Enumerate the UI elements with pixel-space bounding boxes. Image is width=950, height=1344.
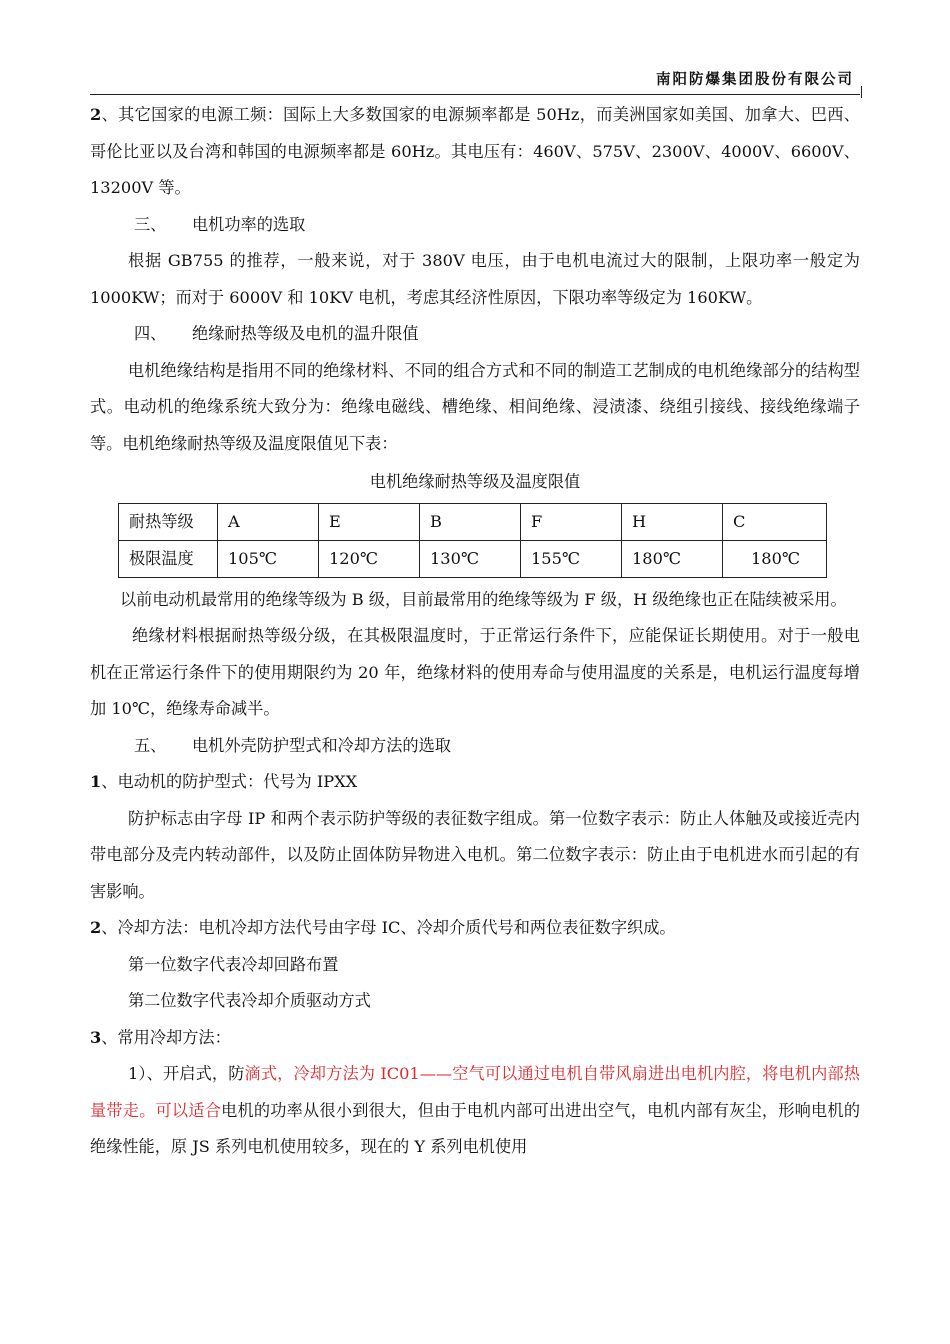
table-caption: 电机绝缘耐热等级及温度限值: [369, 472, 581, 491]
item-common-cooling: [90, 1020, 860, 1057]
table-cell: F: [521, 503, 622, 540]
table-row: [119, 540, 827, 577]
paragraph-open-type: [90, 1056, 860, 1166]
item-number: 1: [90, 772, 102, 791]
section-number: 三、: [134, 214, 167, 234]
section-number: 四、: [134, 324, 167, 343]
table-row: [119, 503, 827, 540]
section-number: 五、: [134, 735, 167, 755]
highlighted-text: 滴式，冷却方法为 IC01——空气可以通过电机自带风扇进出电机内腔，将电机内部热量带走。可以适合: [90, 1064, 860, 1120]
table-cell: 120℃: [319, 540, 420, 577]
table-cell: B: [420, 503, 521, 540]
paragraph-insulation-structure: 电机绝缘结构是指用不同的绝缘材料、不同的组合方式和不同的制造工艺制成的电机绝缘部分的结构型式。电动机的绝缘系统大致分为：绝缘电磁线、槽绝缘、相间绝缘、浸渍漆、绕组引接线、接线绝缘端子等。电机绝缘耐热等级及温度限值见下表：: [90, 360, 860, 453]
paragraph-insulation-life: 绝缘材料根据耐热等级分级，在其极限温度时，于正常运行条件下，应能保证长期使用。对于一般电机在正常运行条件下的使用期限约为 20 年，绝缘材料的使用寿命与使用温度的关系是，电机运行温度每增加 10℃，绝缘寿命减半。: [90, 626, 860, 718]
item-number: 3: [90, 1027, 102, 1047]
paragraph-text: 1）、开启式，防: [128, 1064, 245, 1083]
table-cell: 180℃: [723, 540, 827, 577]
section-title: 绝缘耐热等级及电机的温升限值: [192, 324, 419, 343]
item-number: 2: [90, 105, 102, 124]
document-body: [90, 97, 860, 1166]
table-cell: C: [723, 503, 827, 540]
item-number: 2: [90, 918, 102, 937]
paragraph-first-digit: 第一位数字代表冷却回路布置: [128, 954, 339, 974]
section-title: 电机外壳防护型式和冷却方法的选取: [192, 735, 451, 755]
paragraph-power-selection: 根据 GB755 的推荐，一般来说，对于 380V 电压，由于电机电流过大的限制，上限功率一般定为 1000KW；而对于 6000V 和 10KV 电机，考虑其经济性原因，下限功率等级定为 160KW。: [90, 251, 860, 307]
table-cell: 105℃: [218, 540, 319, 577]
item-text: 、电动机的防护型式：代号为 IPXX: [101, 772, 358, 791]
company-name: 南阳防爆集团股份有限公司: [656, 71, 854, 88]
paragraph-power-frequency: [90, 97, 860, 207]
table-cell: 155℃: [521, 540, 622, 577]
section-heading-3: [90, 207, 860, 244]
table-row-label: 耐热等级: [119, 503, 218, 540]
paragraph-text: 、其它国家的电源工频：国际上大多数国家的电源频率都是 50Hz，而美洲国家如美国、加拿大、巴西、哥伦比亚以及台湾和韩国的电源频率都是 60Hz。其电压有：460V、575V、2300V、4000V、6600V、13200V 等。: [90, 105, 860, 197]
section-heading-5: [90, 728, 860, 765]
paragraph-insulation-grades: 以前电动机最常用的绝缘等级为 B 级，目前最常用的绝缘等级为 F 级，H 级绝缘也正在陆续被采用。: [120, 589, 847, 609]
table-cell: A: [218, 503, 319, 540]
paragraph-second-digit: 第二位数字代表冷却介质驱动方式: [128, 991, 371, 1010]
section-heading-4: [90, 316, 860, 353]
item-protection-type: [90, 764, 860, 801]
header-rule-tick: [861, 86, 863, 98]
paragraph-text: 电机的功率从很小到很大，但由于电机内部可出进出空气，电机内部有灰尘，形响电机的绝缘性能，原 JS 系列电机使用较多，现在的 Y 系列电机使用: [90, 1100, 861, 1156]
insulation-table: [118, 503, 827, 578]
page-header: [90, 66, 860, 95]
item-cooling-method: [90, 910, 860, 947]
paragraph-ip-code: 防护标志由字母 IP 和两个表示防护等级的表征数字组成。第一位数字表示：防止人体触及或接近壳内带电部分及壳内转动部件，以及防止固体防异物进入电机。第二位数字表示：防止由于电机进水而引起的有害影响。: [90, 808, 860, 901]
table-cell: E: [319, 503, 420, 540]
item-text: 、冷却方法：电机冷却方法代号由字母 IC、冷却介质代号和两位表征数字织成。: [101, 918, 676, 937]
table-row-label: 极限温度: [119, 540, 218, 577]
section-title: 电机功率的选取: [192, 214, 306, 234]
item-text: 、常用冷却方法：: [101, 1027, 231, 1047]
table-cell: 180℃: [622, 540, 723, 577]
table-cell: 130℃: [420, 540, 521, 577]
table-cell: H: [622, 503, 723, 540]
